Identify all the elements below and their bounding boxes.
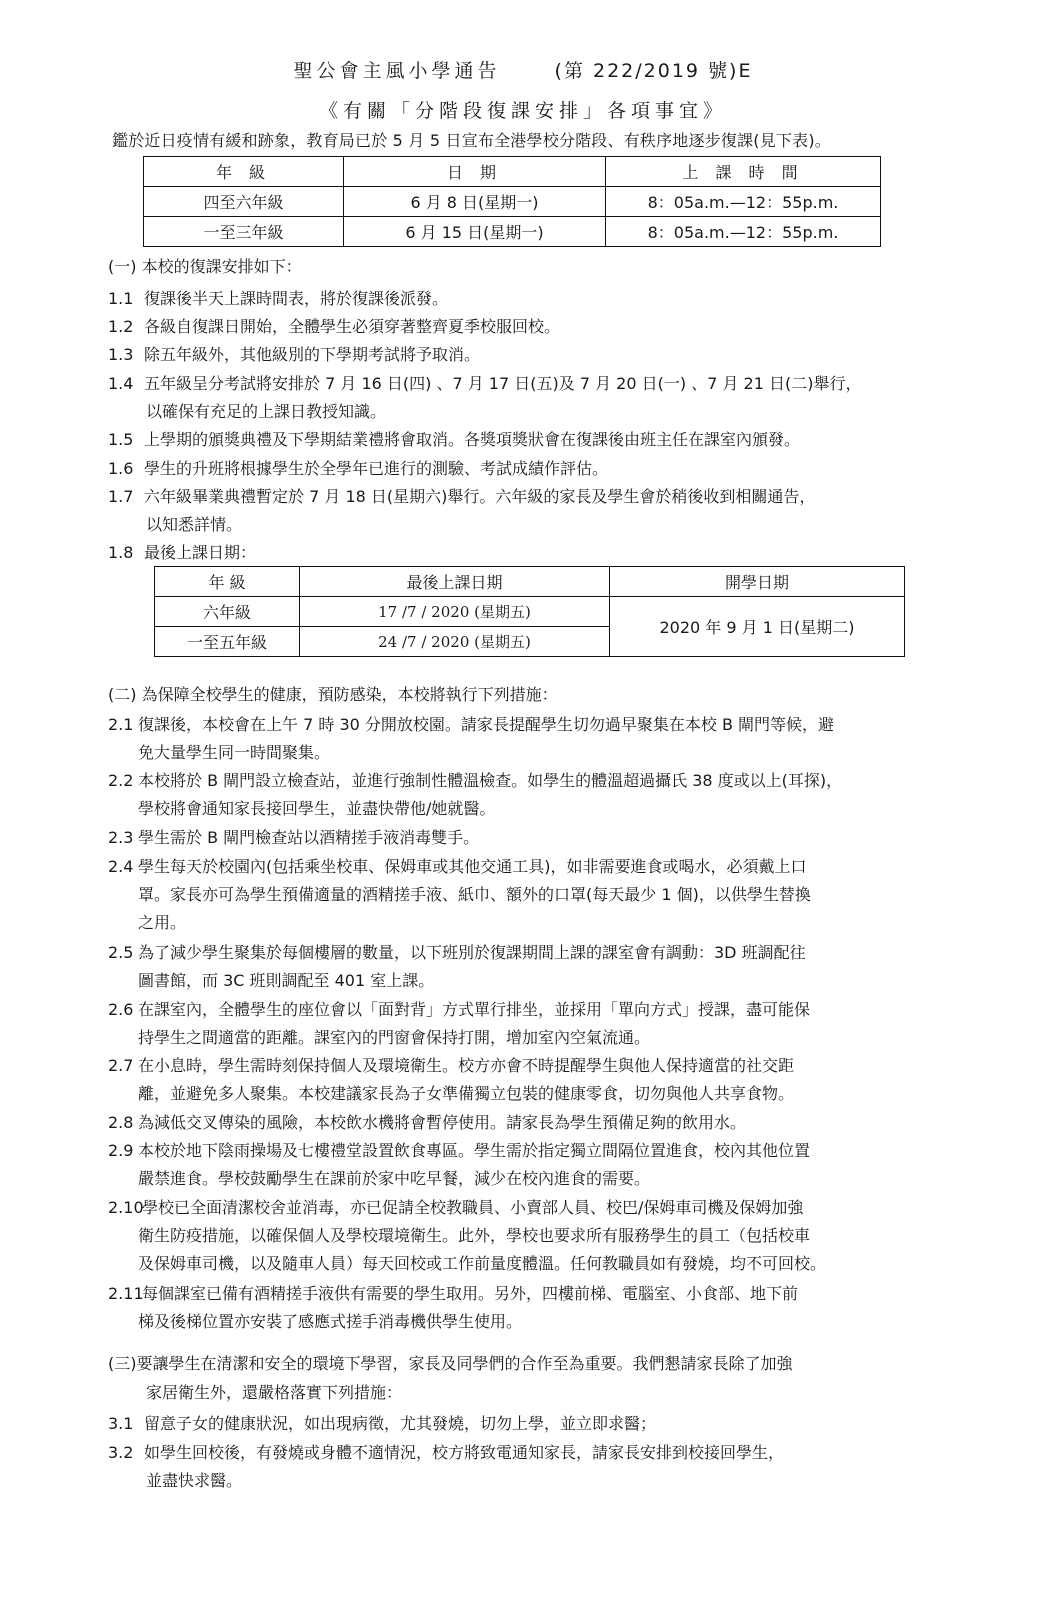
notice-header	[0, 56, 1046, 83]
table-header-cell: 開學日期	[610, 567, 905, 597]
section-3-heading-continuation: 家居衛生外，還嚴格落實下列措施：	[146, 1383, 403, 1402]
list-item: 3.1 留意子女的健康狀況，如出現病徵，尤其發燒，切勿上學，並立即求醫；	[108, 1414, 657, 1433]
table-row	[155, 597, 905, 627]
list-item: 3.2 如學生回校後，有發燒或身體不適情況，校方將致電通知家長，請家長安排到校接回學生，	[108, 1443, 785, 1462]
notice-number: (第 222/2019 號)E	[554, 60, 753, 82]
table-cell: 6 月 8 日(星期一)	[344, 187, 606, 217]
list-item-continuation: 梯及後梯位置亦安裝了感應式搓手消毒機供學生使用。	[138, 1312, 523, 1331]
list-item: 2.2 本校將於 B 閘門設立檢查站，並進行強制性體溫檢查。如學生的體溫超過攝氏 38 度或以上(耳探)，	[108, 771, 843, 790]
table-header-cell: 年 級	[155, 567, 300, 597]
table-cell: 6 月 15 日(星期一)	[344, 217, 606, 247]
table-cell: 六年級	[155, 597, 300, 627]
table-cell: 四至六年級	[144, 187, 344, 217]
school-start-date-cell: 2020 年 9 月 1 日(星期二)	[610, 597, 905, 657]
table-row	[144, 187, 881, 217]
table-cell: 17 /7 / 2020 (星期五)	[300, 597, 610, 627]
list-item: 2.3 學生需於 B 閘門檢查站以酒精搓手液消毒雙手。	[108, 828, 480, 847]
table-cell: 一至五年級	[155, 627, 300, 657]
list-item: 1.4 五年級呈分考試將安排於 7 月 16 日(四) 、7 月 17 日(五)及 7 月 20 日(一) 、7 月 21 日(二)舉行，	[108, 374, 862, 393]
list-item: 2.4 學生每天於校園內(包括乘坐校車、保姆車或其他交通工具)，如非需要進食或喝水，必須戴上口	[108, 857, 807, 876]
list-item: 1.6 學生的升班將根據學生於全學年已進行的測驗、考試成績作評估。	[108, 459, 609, 478]
list-item: 1.3 除五年級外，其他級別的下學期考試將予取消。	[108, 345, 481, 364]
list-item-continuation: 罩。家長亦可為學生預備適量的酒精搓手液、紙巾、額外的口罩(每天最少 1 個)，以供學生替換	[138, 885, 811, 904]
list-item-continuation: 衛生防疫措施，以確保個人及學校環境衛生。此外，學校也要求所有服務學生的員工（包括校車	[138, 1226, 811, 1245]
table-header-cell: 年 級	[144, 157, 344, 187]
list-item: 1.1 復課後半天上課時間表，將於復課後派發。	[108, 289, 449, 308]
table-header-row	[144, 157, 881, 187]
section-1-heading: (一) 本校的復課安排如下：	[108, 257, 302, 276]
list-item-continuation: 並盡快求醫。	[146, 1471, 243, 1490]
list-item-continuation: 嚴禁進食。學校鼓勵學生在課前於家中吃早餐，減少在校內進食的需要。	[138, 1169, 651, 1188]
list-item-continuation: 持學生之間適當的距離。課室內的門窗會保持打開，增加室內空氣流通。	[138, 1028, 651, 1047]
table-header-cell: 日 期	[344, 157, 606, 187]
last-school-day-table	[154, 566, 905, 657]
list-item: 1.7 六年級畢業典禮暫定於 7 月 18 日(星期六)舉行。六年級的家長及學生會於稍後收到相關通告，	[108, 487, 816, 506]
section-3-heading: (三)要讓學生在清潔和安全的環境下學習，家長及同學們的合作至為重要。我們懇請家長除了加強	[108, 1354, 793, 1373]
list-item-continuation: 學校將會通知家長接回學生，並盡快帶他/她就醫。	[138, 799, 496, 818]
section-2-heading: (二) 為保障全校學生的健康，預防感染，本校將執行下列措施：	[108, 685, 558, 704]
notice-subtitle: 《有關「分階段復課安排」各項事宜》	[318, 100, 727, 122]
list-item-continuation: 之用。	[138, 913, 187, 932]
list-item: 2.11每個課室已備有酒精搓手液供有需要的學生取用。另外，四樓前梯、電腦室、小食部、地下前	[108, 1284, 799, 1303]
table-cell: 一至三年級	[144, 217, 344, 247]
list-item-continuation: 以知悉詳情。	[146, 515, 243, 534]
list-item: 2.1 復課後，本校會在上午 7 時 30 分開放校園。請家長提醒學生切勿過早聚集在本校 B 閘門等候，避	[108, 715, 835, 734]
table-header-row	[155, 567, 905, 597]
list-item-continuation: 及保姆車司機，以及隨車人員）每天回校或工作前量度體溫。任何教職員如有發燒，均不可回校。	[138, 1254, 827, 1273]
list-item: 2.8 為減低交叉傳染的風險，本校飲水機將會暫停使用。請家長為學生預備足夠的飲用水。	[108, 1113, 747, 1132]
table-header-cell: 上 課 時 間	[606, 157, 881, 187]
table-header-cell: 最後上課日期	[300, 567, 610, 597]
table-row	[144, 217, 881, 247]
intro-paragraph: 鑑於近日疫情有緩和跡象，教育局已於 5 月 5 日宣布全港學校分階段、有秩序地逐步復課(見下表)。	[112, 131, 831, 150]
table-cell: 8：05a.m.—12：55p.m.	[606, 187, 881, 217]
list-item-continuation: 離，並避免多人聚集。本校建議家長為子女準備獨立包裝的健康零食，切勿與他人共享食物。	[138, 1084, 795, 1103]
table-cell: 24 /7 / 2020 (星期五)	[300, 627, 610, 657]
resumption-schedule-table	[143, 156, 881, 247]
list-item: 2.7 在小息時，學生需時刻保持個人及環境衛生。校方亦會不時提醒學生與他人保持適當的社交距	[108, 1056, 795, 1075]
school-notice-title: 聖公會主風小學通告	[293, 60, 501, 82]
list-item: 2.5 為了減少學生聚集於每個樓層的數量，以下班別於復課期間上課的課室會有調動：3D 班調配往	[108, 943, 806, 962]
list-item: 1.8 最後上課日期：	[108, 543, 257, 562]
list-item-continuation: 以確保有充足的上課日教授知識。	[146, 402, 387, 421]
list-item-continuation: 免大量學生同一時間聚集。	[138, 743, 331, 762]
list-item: 1.2 各級自復課日開始，全體學生必須穿著整齊夏季校服回校。	[108, 317, 561, 336]
list-item: 2.9 本校於地下陰雨操場及七樓禮堂設置飲食專區。學生需於指定獨立間隔位置進食，校內其他位置	[108, 1141, 811, 1160]
list-item: 2.10學校已全面清潔校舍並消毒，亦已促請全校教職員、小賣部人員、校巴/保姆車司機及保姆加強	[108, 1198, 804, 1217]
table-cell: 8：05a.m.—12：55p.m.	[606, 217, 881, 247]
list-item: 1.5 上學期的頒獎典禮及下學期結業禮將會取消。各獎項獎狀會在復課後由班主任在課室內頒發。	[108, 430, 801, 449]
list-item: 2.6 在課室內，全體學生的座位會以「面對背」方式單行排坐，並採用「單向方式」授課，盡可能保	[108, 1000, 811, 1019]
list-item-continuation: 圖書館，而 3C 班則調配至 401 室上課。	[138, 971, 435, 990]
